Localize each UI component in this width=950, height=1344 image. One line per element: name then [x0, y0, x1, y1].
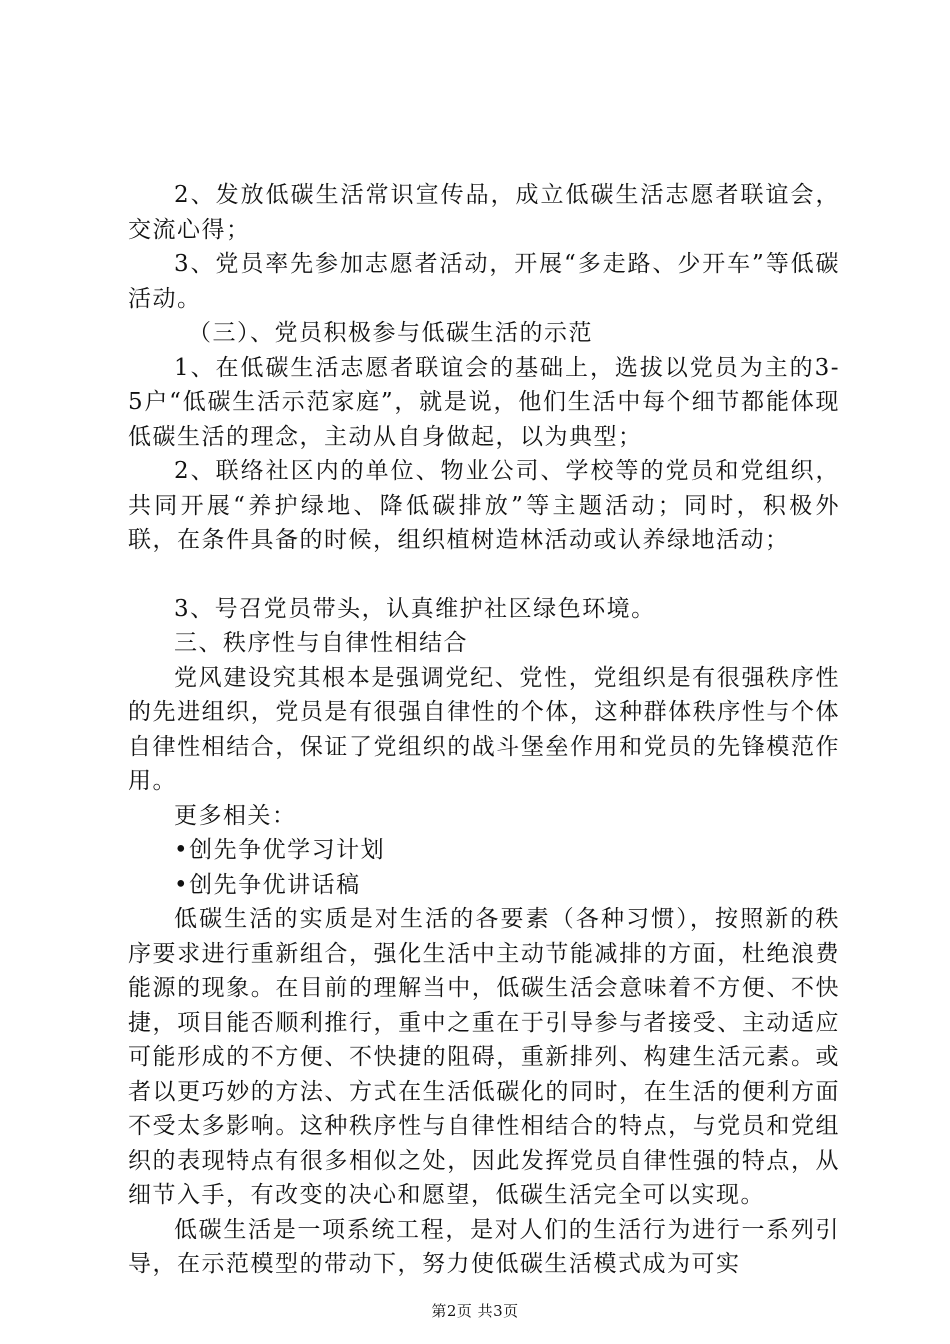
- paragraph-demo-1: 1、在低碳生活志愿者联谊会的基础上，选拔以党员为主的3-5户“低碳生活示范家庭”，就是说，他们生活中每个细节都能体现低碳生活的理念，主动从自身做起，以为典型；: [128, 354, 840, 450]
- related-heading: 更多相关：: [174, 802, 297, 829]
- paragraph-demo-3: 3、号召党员带头，认真维护社区绿色环境。: [174, 595, 656, 622]
- paragraph-item-2: 2、发放低碳生活常识宣传品，成立低碳生活志愿者联谊会，交流心得；: [128, 182, 840, 243]
- paragraph-low-carbon-system: 低碳生活是一项系统工程，是对人们的生活行为进行一系列引导，在示范模型的带动下，努力使低碳生活模式成为可实: [128, 1216, 840, 1277]
- document-body: [128, 178, 840, 1282]
- paragraph-party-style: 党风建设究其根本是强调党纪、党性，党组织是有很强秩序性的先进组织，党员是有很强自律性的个体，这种群体秩序性与个体自律性相结合，保证了党组织的战斗堡垒作用和党员的先锋模范作用。: [128, 664, 840, 794]
- related-link-study-plan: •创先争优学习计划: [174, 837, 386, 863]
- paragraph-demo-2: 2、联络社区内的单位、物业公司、学校等的党员和党组织，共同开展“养护绿地、降低碳排放”等主题活动；同时，积极外联，在条件具备的时候，组织植树造林活动或认养绿地活动；: [128, 458, 840, 553]
- section-heading-order: 三、秩序性与自律性相结合: [174, 630, 468, 656]
- section-heading-3: （三）、党员积极参与低碳生活的示范: [188, 320, 593, 346]
- page-number-footer: 第2页 共3页: [431, 1302, 519, 1320]
- related-link-speech: •创先争优讲话稿: [174, 871, 361, 898]
- paragraph-item-3: 3、党员率先参加志愿者活动，开展“多走路、少开车”等低碳活动。: [128, 251, 840, 312]
- paragraph-low-carbon-essence: 低碳生活的实质是对生活的各要素（各种习惯），按照新的秩序要求进行重新组合，强化生活中主动节能减排的方面，杜绝浪费能源的现象。在目前的理解当中，低碳生活会意味着不方便、不快捷，项目能否顺利推行，重中之重在于引导参与者接受、主动适应可能形成的不方便、不快捷的阻碍，重新排列、构建生活元素。或者以更巧妙的方法、方式在生活低碳化的同时，在生活的便利方面不受太多影响。这种秩序性与自律性相结合的特点，与党员和党组织的表现特点有很多相似之处，因此发挥党员自律性强的特点，从细节入手，有改变的决心和愿望，低碳生活完全可以实现。: [128, 906, 840, 1208]
